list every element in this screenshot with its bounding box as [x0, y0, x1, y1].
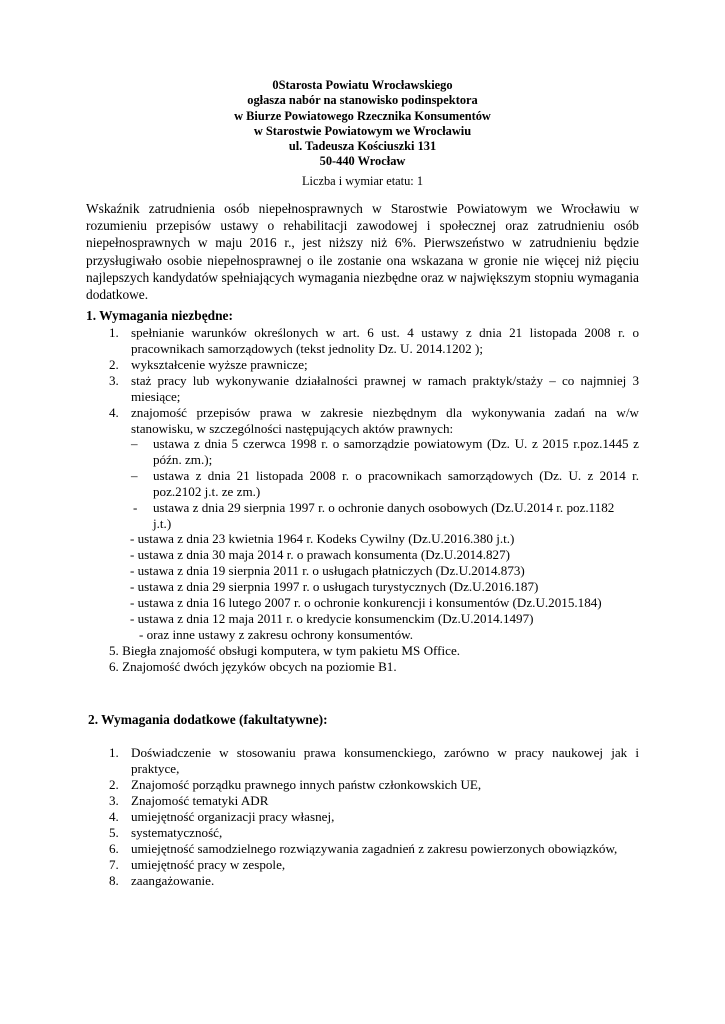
header-line: ul. Tadeusza Kościuszki 131: [288, 139, 437, 154]
list-number: 2.: [109, 357, 119, 372]
law-item: - ustawa z dnia 23 kwietnia 1964 r. Kodeks Cywilny (Dz.U.2016.380 j.t.): [130, 531, 515, 546]
law-item: ustawa z dnia 29 sierpnia 1997 r. o ochronie danych osobowych (Dz.U.2014 r. poz.1182: [153, 500, 615, 515]
list-number: 7.: [109, 857, 119, 872]
list-item-continuation: pracownikach samorządowych (tekst jednolity Dz. U. 2014.1202 );: [131, 341, 483, 356]
law-item: - oraz inne ustawy z zakresu ochrony konsumentów.: [139, 627, 414, 642]
dash-marker: –: [131, 436, 138, 451]
list-item-continuation: praktyce,: [131, 761, 180, 776]
law-item: - ustawa z dnia 19 sierpnia 2011 r. o usługach płatniczych (Dz.U.2014.873): [130, 563, 525, 578]
list-number: 5.: [109, 825, 119, 840]
list-item: spełnianie warunków określonych w art. 6 ust. 4 ustawy z dnia 21 listopada 2008 r. o: [131, 325, 639, 340]
law-item: - ustawa z dnia 12 maja 2011 r. o kredycie konsumenckim (Dz.U.2014.1497): [130, 611, 534, 626]
list-number: 6.: [109, 841, 119, 856]
law-item: - ustawa z dnia 16 lutego 2007 r. o ochronie konkurencji i konsumentów (Dz.U.2015.184): [130, 595, 602, 610]
law-item-continuation: późn. zm.);: [153, 452, 213, 467]
header-line: w Biurze Powiatowego Rzecznika Konsumentów: [234, 108, 491, 123]
list-item: umiejętność pracy w zespole,: [131, 857, 286, 872]
list-number: 8.: [109, 873, 119, 888]
list-item: systematyczność,: [131, 825, 223, 840]
position-count: Liczba i wymiar etatu: 1: [301, 174, 424, 188]
list-item: staż pracy lub wykonywanie działalności prawnej w ramach praktyk/staży – co najmniej 3: [131, 373, 639, 388]
list-item: umiejętność organizacji pracy własnej,: [131, 809, 335, 824]
list-number: 4.: [109, 405, 119, 420]
header-line: 50-440 Wrocław: [319, 154, 406, 169]
law-item: ustawa z dnia 21 listopada 2008 r. o pracownikach samorządowych (Dz. U. z 2014 r.: [153, 468, 639, 483]
list-number: 1.: [109, 325, 119, 340]
list-item: umiejętność samodzielnego rozwiązywania zagadnień z zakresu powierzonych obowiązków,: [131, 841, 618, 856]
list-item: wykształcenie wyższe prawnicze;: [131, 357, 308, 372]
list-number: 3.: [109, 793, 119, 808]
list-item: zaangażowanie.: [131, 873, 215, 888]
dash-marker: -: [133, 500, 138, 515]
header-line: w Starostwie Powiatowym we Wrocławiu: [253, 123, 472, 138]
dash-marker: –: [131, 468, 138, 483]
list-number: 2.: [109, 777, 119, 792]
list-item: Znajomość tematyki ADR: [131, 793, 269, 808]
section-2-title: 2. Wymagania dodatkowe (fakultatywne):: [88, 712, 328, 727]
law-item: - ustawa z dnia 29 sierpnia 1997 r. o usługach turystycznych (Dz.U.2016.187): [130, 579, 539, 594]
list-item: 6. Znajomość dwóch języków obcych na poziomie B1.: [109, 659, 397, 674]
list-item-continuation: miesiące;: [131, 389, 181, 404]
announcement-header: [0, 78, 725, 170]
list-item-continuation: stanowisku, w szczególności następujących aktów prawnych:: [131, 421, 454, 436]
law-item-continuation: poz.2102 j.t. ze zm.): [153, 484, 261, 499]
list-number: 4.: [109, 809, 119, 824]
list-item: Znajomość porządku prawnego innych państw członkowskich UE,: [131, 777, 482, 792]
list-number: 3.: [109, 373, 119, 388]
list-item: 5. Biegła znajomość obsługi komputera, w tym pakietu MS Office.: [109, 643, 461, 658]
law-item: ustawa z dnia 5 czerwca 1998 r. o samorządzie powiatowym (Dz. U. z 2015 r.poz.1445 z: [153, 436, 639, 451]
list-item: znajomość przepisów prawa w zakresie niezbędnym dla wykonywania zadań na w/w: [131, 405, 639, 420]
intro-paragraph: Wskaźnik zatrudnienia osób niepełnosprawnych w Starostwie Powiatowym we Wrocławiu w rozumieniu przepisów ustawy o rehabilitacji zawodowej i społecznej oraz zatrudnieniu osób niepełnosprawnych w maju 2016 r., jest niższy niż 6%. Pierwszeństwo w zatrudnieniu będzie przysługiwało osobie niepełnosprawnej o ile zostanie ona wskazana w gronie nie więcej niż pięciu najlepszych kandydatów spełniających wymagania niezbędne oraz w największym stopniu wymagania dodatkowe.: [86, 201, 639, 303]
header-line: 0Starosta Powiatu Wrocławskiego: [272, 78, 453, 92]
law-item-continuation: j.t.): [153, 516, 172, 531]
header-line: ogłasza nabór na stanowisko podinspektora: [247, 93, 478, 108]
section-1-title: 1. Wymagania niezbędne:: [86, 308, 233, 323]
list-item: Doświadczenie w stosowaniu prawa konsumenckiego, zarówno w pracy naukowej jak i: [131, 745, 639, 760]
law-item: - ustawa z dnia 30 maja 2014 r. o prawach konsumenta (Dz.U.2014.827): [130, 547, 510, 562]
list-number: 1.: [109, 745, 119, 760]
